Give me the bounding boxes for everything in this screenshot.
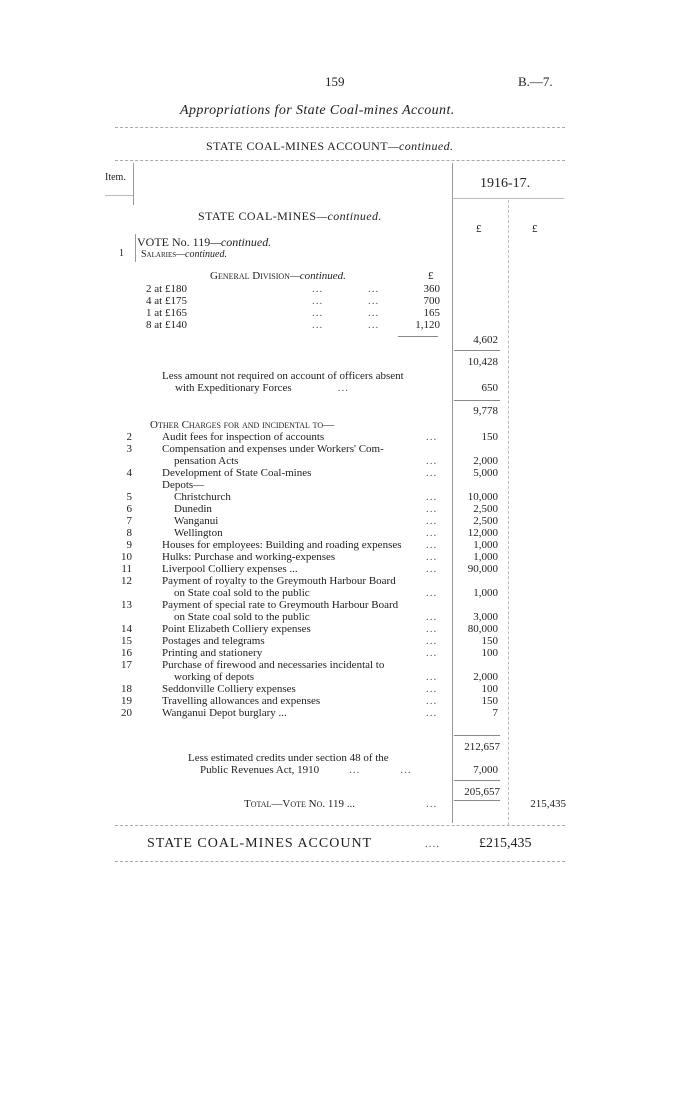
less-officers-line2: with Expeditionary Forces ... (175, 382, 349, 394)
less-credits-amount: 7,000 (473, 764, 498, 776)
subtotal-amount: 10,428 (467, 356, 498, 368)
general-division-label: General Division (210, 270, 290, 282)
leader-dots: ... (426, 683, 438, 695)
charge-description: Seddonville Colliery expenses (162, 683, 296, 695)
account-title (206, 139, 453, 154)
net-total-amount: 205,657 (464, 786, 500, 798)
divider (115, 160, 565, 161)
charge-description: Development of State Coal-mines (162, 467, 312, 479)
charge-amount: 2,500 (473, 515, 498, 527)
grade-label: 1 at £165 (146, 307, 187, 319)
divider (115, 127, 565, 128)
less-officers-text: with Expeditionary Forces (175, 382, 292, 394)
leader-dots: ... (426, 539, 438, 551)
salaries-label: Salaries (141, 249, 177, 260)
leader-dots: ... (312, 283, 324, 295)
charge-description: Compensation and expenses under Workers' Com- (162, 443, 384, 455)
general-division-row (0, 295, 700, 307)
leader-dots: ... (426, 635, 438, 647)
item-number: 14 (121, 623, 132, 635)
charge-row (0, 611, 700, 623)
item-number: 15 (121, 635, 132, 647)
vote-title-suffix: —continued. (210, 235, 272, 249)
charge-description: Printing and stationery (162, 647, 263, 659)
charge-amount: 1,000 (473, 551, 498, 563)
item-column-rule (133, 163, 134, 205)
grand-total-dots: .... (425, 838, 440, 850)
leader-dots: ... (312, 295, 324, 307)
item-number: 9 (126, 539, 132, 551)
charge-row (0, 683, 700, 695)
charge-row (0, 455, 700, 467)
currency-symbol: £ (428, 270, 434, 282)
leader-dots: ... (368, 319, 380, 331)
grand-total-amount: £215,435 (479, 836, 532, 851)
charge-amount: 2,500 (473, 503, 498, 515)
charge-row (0, 491, 700, 503)
document-reference: B.—7. (518, 74, 553, 89)
charge-description: Audit fees for inspection of accounts (162, 431, 325, 443)
divider (115, 825, 565, 826)
less-credits-line1: Less estimated credits under section 48 of the (188, 752, 389, 764)
grade-amount: 165 (423, 307, 440, 319)
leader-dots: ... (426, 707, 438, 719)
charge-row (0, 443, 700, 455)
charge-description: Purchase of firewood and necessaries incidental to (162, 659, 385, 671)
charge-row (0, 515, 700, 527)
less-credits-line2: Public Revenues Act, 1910 ... ... (200, 764, 412, 776)
salaries-heading (141, 249, 227, 260)
item-number: 7 (126, 515, 132, 527)
leader-dots: ... (426, 623, 438, 635)
grade-amount: 360 (423, 283, 440, 295)
other-charges-heading: Other Charges for and incidental to— (150, 419, 335, 431)
grade-label: 2 at £180 (146, 283, 187, 295)
sum-rule (398, 336, 438, 337)
leader-dots: ... (312, 319, 324, 331)
vote-title-main: VOTE No. 119 (137, 235, 211, 249)
charge-amount: 10,000 (467, 491, 498, 503)
leader-dots: ... (426, 527, 438, 539)
salaries-suffix: —continued. (176, 249, 227, 260)
charge-row (0, 431, 700, 443)
total-vote-dots: ... (426, 798, 438, 810)
vote-item-number: 1 (119, 248, 124, 259)
leader-dots: ... (426, 515, 438, 527)
charge-description: Payment of special rate to Greymouth Harbour Board (162, 599, 399, 611)
charge-row (0, 527, 700, 539)
charge-description: Liverpool Colliery expenses ... (162, 563, 298, 575)
item-column-header: Item. (105, 172, 126, 183)
charge-description: pensation Acts (174, 455, 239, 467)
grand-total-label: STATE COAL-MINES ACCOUNT (147, 836, 373, 851)
vote-bracket (135, 234, 136, 262)
year-header: 1916-17. (480, 176, 531, 191)
total-vote-amount: 215,435 (530, 798, 566, 810)
leader-dots: ... (368, 295, 380, 307)
item-number: 12 (121, 575, 132, 587)
grade-amount: 700 (423, 295, 440, 307)
section-title-suffix: —continued. (316, 209, 382, 223)
charge-description: working of depots (174, 671, 255, 683)
section-title (198, 209, 382, 224)
charge-row (0, 707, 700, 719)
charge-description: Christchurch (174, 491, 231, 503)
sum-rule (454, 400, 500, 401)
charge-amount: 7 (492, 707, 498, 719)
charge-description: Wellington (174, 527, 223, 539)
less-credits-text: Public Revenues Act, 1910 (200, 764, 320, 776)
charge-row (0, 479, 700, 491)
charge-row (0, 647, 700, 659)
charge-description: Payment of royalty to the Greymouth Harbour Board (162, 575, 396, 587)
charge-amount: 150 (481, 635, 498, 647)
total-vote-label (244, 798, 355, 810)
leader-dots: ... (426, 563, 438, 575)
leader-dots: ... (312, 307, 324, 319)
account-title-suffix: —continued. (387, 139, 454, 153)
sum-rule (454, 350, 500, 351)
item-number: 3 (126, 443, 132, 455)
item-number: 17 (121, 659, 132, 671)
item-number: 11 (121, 563, 132, 575)
item-number: 4 (126, 467, 132, 479)
item-number: 19 (121, 695, 132, 707)
charge-description: on State coal sold to the public (174, 611, 310, 623)
item-number: 13 (121, 599, 132, 611)
account-title-main: STATE COAL-MINES ACCOUNT (206, 139, 388, 153)
charge-row (0, 563, 700, 575)
currency-symbol: £ (476, 223, 482, 235)
charge-amount: 150 (481, 431, 498, 443)
charge-description: Hulks: Purchase and working-expenses (162, 551, 336, 563)
charge-description: Wanganui (174, 515, 219, 527)
vote-title (137, 235, 271, 250)
currency-symbol: £ (532, 223, 538, 235)
charge-row (0, 503, 700, 515)
sum-rule (454, 735, 500, 736)
general-division-row (0, 319, 700, 331)
leader-dots: ... (426, 647, 438, 659)
leader-dots: ... (426, 695, 438, 707)
sum-rule (454, 780, 500, 781)
page-number: 159 (325, 74, 345, 89)
total-label-suffix: —Vote No. 119 ... (271, 798, 355, 810)
charge-amount: 1,000 (473, 539, 498, 551)
section-title-main: STATE COAL-MINES (198, 209, 317, 223)
leader-dots: ... (426, 491, 438, 503)
leader-dots: ... (426, 467, 438, 479)
charge-amount: 150 (481, 695, 498, 707)
leader-dots: ... (368, 283, 380, 295)
charge-row (0, 587, 700, 599)
grade-label: 8 at £140 (146, 319, 187, 331)
item-number: 5 (126, 491, 132, 503)
charge-description: Houses for employees: Building and roading expenses (162, 539, 402, 551)
item-number: 6 (126, 503, 132, 515)
leader-dots: ... (426, 587, 438, 599)
charge-amount: 100 (481, 647, 498, 659)
charge-amount: 80,000 (467, 623, 498, 635)
general-division-row (0, 307, 700, 319)
item-header-underline (105, 195, 133, 196)
charge-row (0, 551, 700, 563)
item-number: 10 (121, 551, 132, 563)
total-label: Total (244, 798, 272, 810)
charge-amount: 3,000 (473, 611, 498, 623)
leader-dots: ... (426, 431, 438, 443)
general-division-row (0, 283, 700, 295)
leader-dots: ... (426, 455, 438, 467)
year-underline (452, 198, 564, 199)
charge-row (0, 659, 700, 671)
charge-row (0, 695, 700, 707)
charge-amount: 2,000 (473, 455, 498, 467)
grade-label: 4 at £175 (146, 295, 187, 307)
charge-amount: 12,000 (467, 527, 498, 539)
charge-description: Postages and telegrams (162, 635, 265, 647)
charge-amount: 2,000 (473, 671, 498, 683)
page-subtitle: Appropriations for State Coal-mines Account. (180, 103, 455, 118)
charge-amount: 100 (481, 683, 498, 695)
item-number: 2 (126, 431, 132, 443)
charge-description: Depots— (162, 479, 205, 491)
item-number: 18 (121, 683, 132, 695)
subtotal-amount: 9,778 (473, 405, 498, 417)
charge-row (0, 635, 700, 647)
general-division-heading (210, 270, 346, 282)
general-division-suffix: —continued. (289, 270, 346, 282)
charge-row (0, 599, 700, 611)
charge-amount: 1,000 (473, 587, 498, 599)
leader-dots: ... (426, 611, 438, 623)
less-officers-line1: Less amount not required on account of officers absent (162, 370, 404, 382)
charge-description: on State coal sold to the public (174, 587, 310, 599)
charge-row (0, 539, 700, 551)
charge-description: Travelling allowances and expenses (162, 695, 321, 707)
charge-row (0, 623, 700, 635)
charge-description: Point Elizabeth Colliery expenses (162, 623, 311, 635)
charge-amount: 5,000 (473, 467, 498, 479)
charge-row (0, 467, 700, 479)
item-number: 16 (121, 647, 132, 659)
charge-description: Dunedin (174, 503, 212, 515)
charge-row (0, 575, 700, 587)
item-number: 8 (126, 527, 132, 539)
charge-row (0, 671, 700, 683)
charge-amount: 90,000 (467, 563, 498, 575)
leader-dots: ... (426, 503, 438, 515)
grade-amount: 1,120 (415, 319, 440, 331)
leader-dots: ... (426, 551, 438, 563)
less-officers-amount: 650 (481, 382, 498, 394)
leader-dots: ... (368, 307, 380, 319)
charge-description: Wanganui Depot burglary ... (162, 707, 287, 719)
subtotal-amount: 212,657 (464, 741, 500, 753)
divider (115, 861, 565, 862)
sum-rule (454, 800, 500, 801)
leader-dots: ... (426, 671, 438, 683)
item-number: 20 (121, 707, 132, 719)
general-division-total: 4,602 (473, 334, 498, 346)
